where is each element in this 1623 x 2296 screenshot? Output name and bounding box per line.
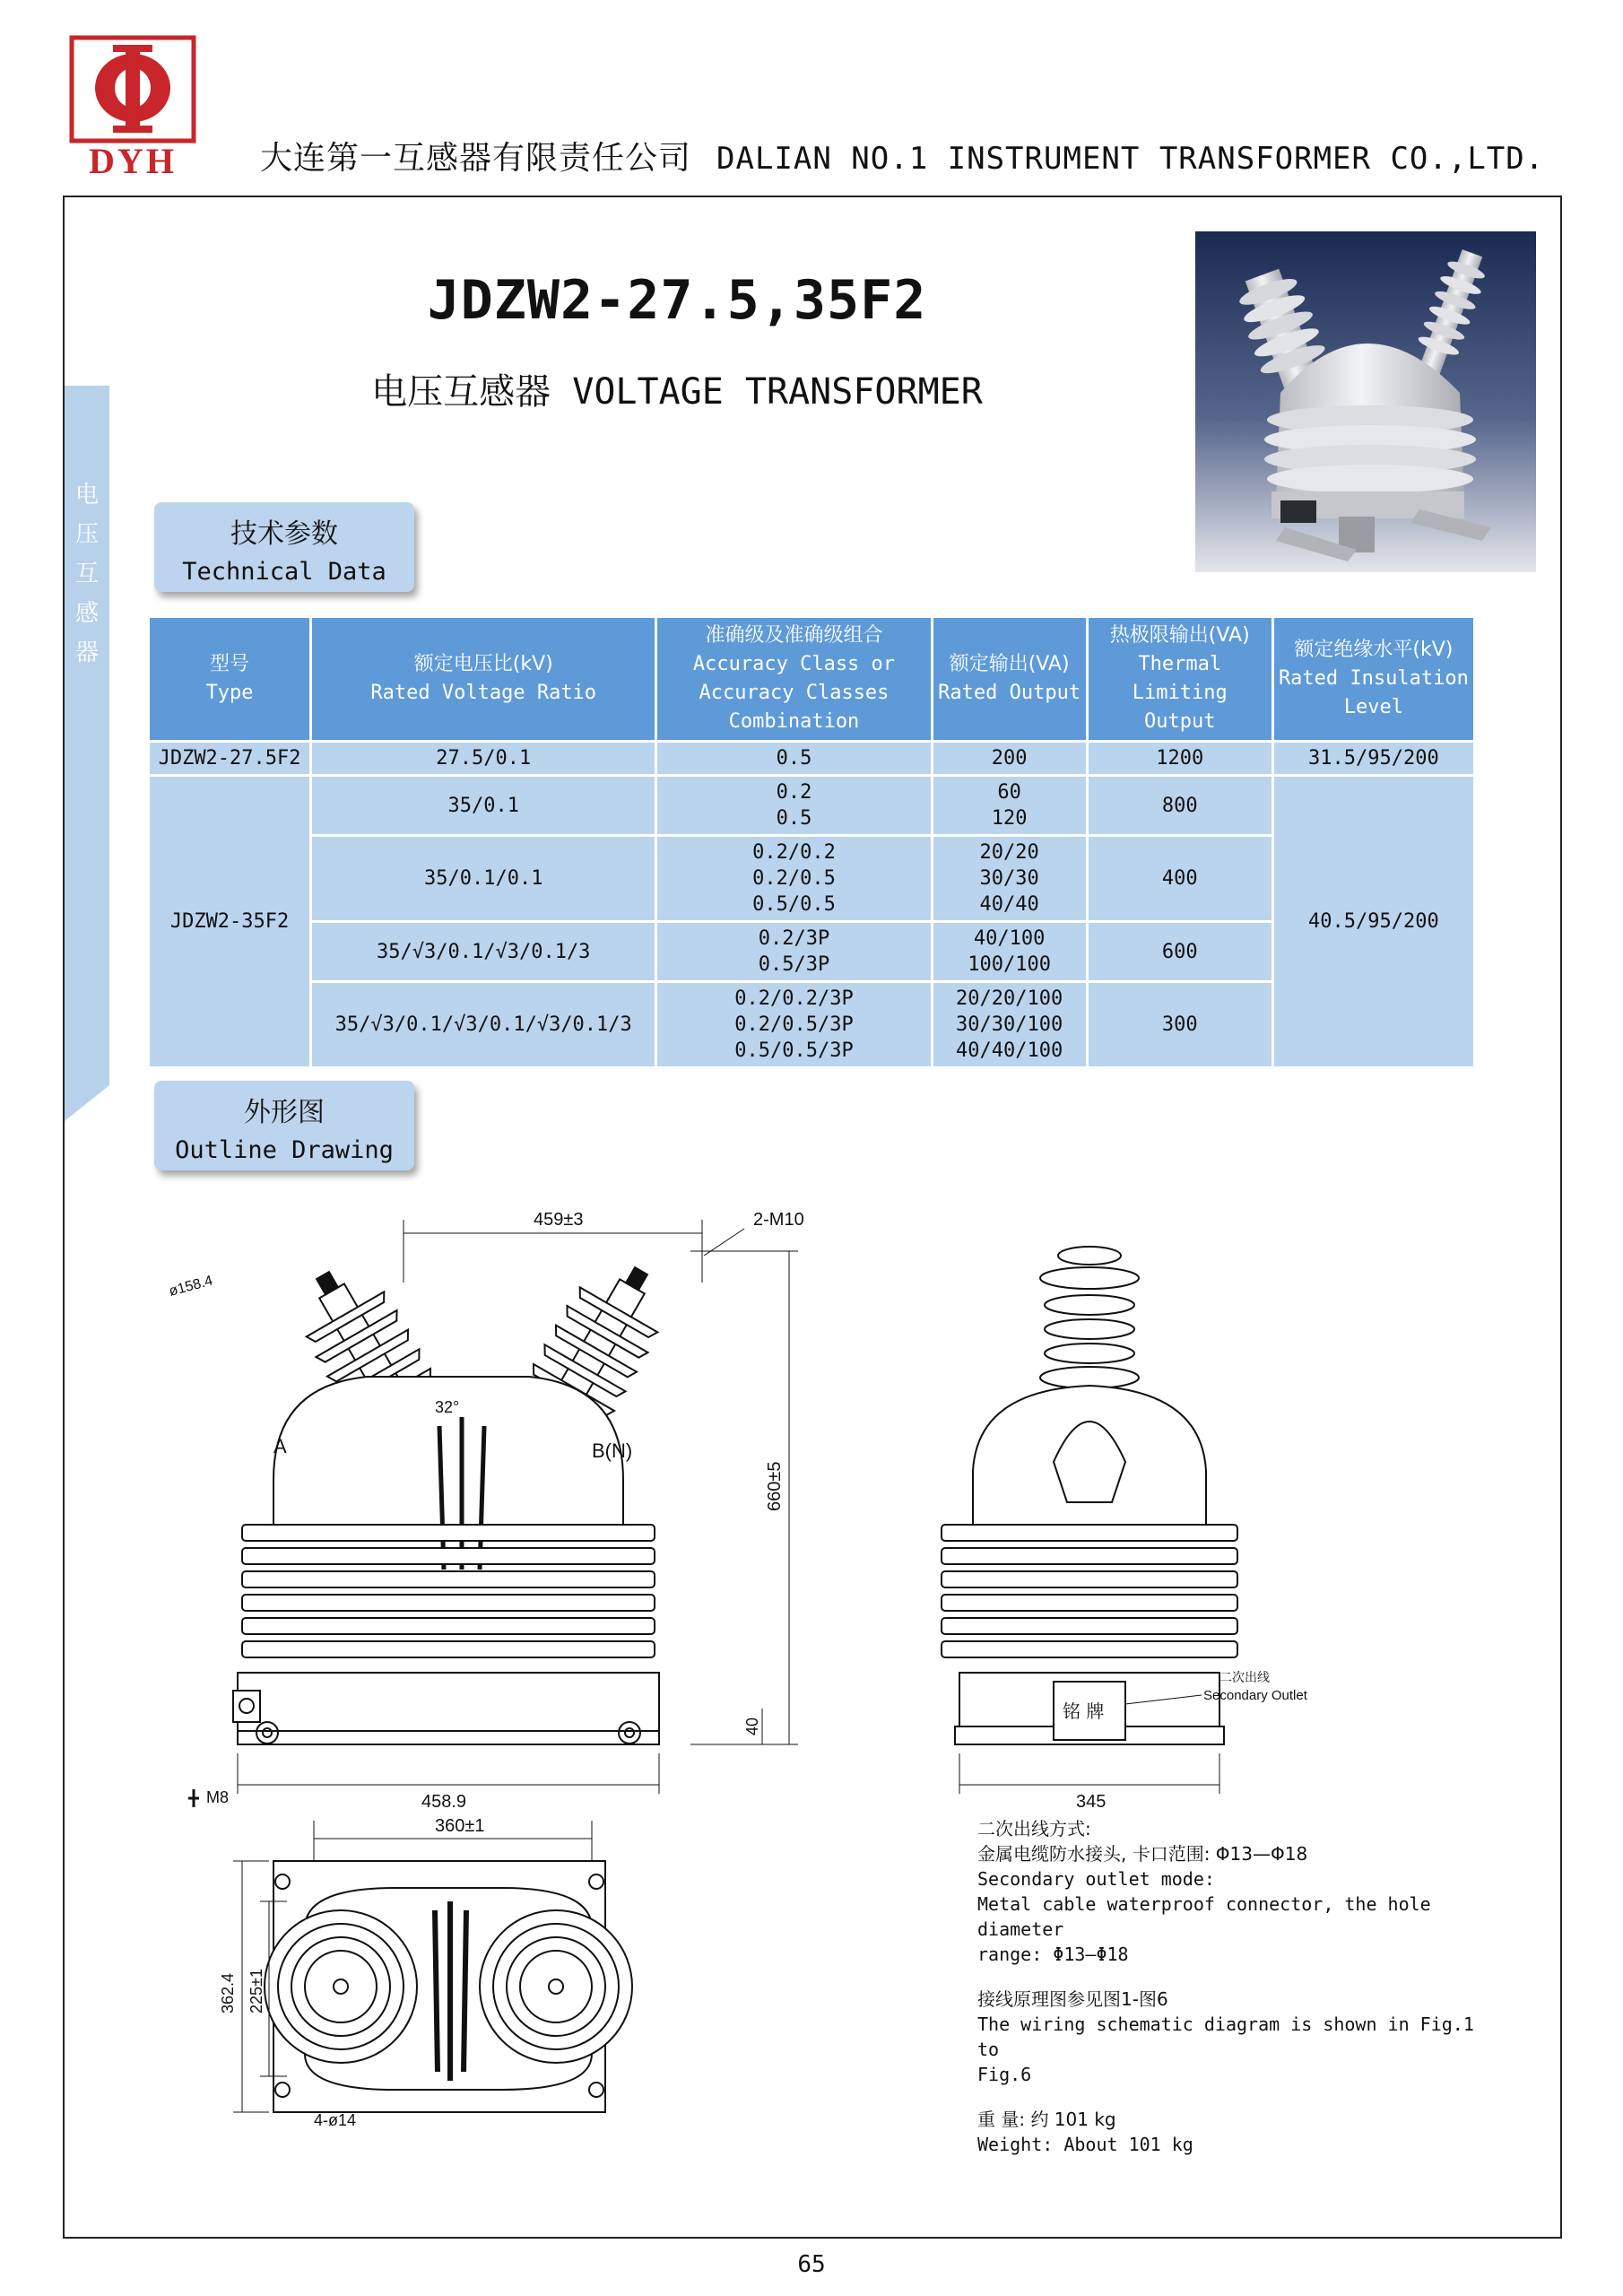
drawing-notes	[977, 1816, 1497, 2157]
note-line: 金属电缆防水接头, 卡口范围: Φ13—Φ18	[977, 1843, 1308, 1865]
side-category-tab	[65, 386, 138, 1085]
product-photo	[1195, 231, 1536, 572]
side-tab-en: VOLTAGE TRANSFORMER	[113, 713, 138, 977]
section-outline-en: Outline Drawing	[175, 1136, 394, 1164]
section-tech-en: Technical Data	[182, 558, 386, 586]
dim-660: 660±5	[765, 1461, 785, 1511]
front-view	[168, 1210, 804, 1812]
cell-output: 60 120	[933, 777, 1086, 834]
note-line: Metal cable waterproof connector, the hole diameter	[977, 1893, 1431, 1940]
dim-225: 225±1	[247, 1969, 265, 2013]
cell-thermal: 300	[1089, 983, 1271, 1066]
dim-360: 360±1	[435, 1816, 485, 1836]
note-weight-cn: 重 量: 约 101 kg	[977, 2109, 1116, 2130]
company-name-en: DALIAN NO.1 INSTRUMENT TRANSFORMER CO.,LTD.	[716, 141, 1545, 177]
note-line: Fig.6	[977, 2064, 1032, 2085]
cell-thermal: 600	[1089, 923, 1271, 980]
cell-accuracy: 0.5	[657, 743, 930, 774]
header-type: 型号 Type	[150, 618, 309, 740]
note-line: 接线原理图参见图1-图6	[977, 1988, 1168, 2010]
section-label-outline-drawing	[154, 1081, 414, 1170]
product-title: JDZW2-27.5,35F2	[427, 269, 927, 332]
note-weight-en: Weight: About 101 kg	[977, 2134, 1193, 2155]
cell-ratio: 35/0.1	[312, 777, 655, 834]
cell-thermal: 1200	[1089, 743, 1271, 774]
cell-thermal: 800	[1089, 777, 1271, 834]
cell-ratio: 35/√3/0.1/√3/0.1/√3/0.1/3	[312, 983, 655, 1066]
logo-text: DYH	[89, 141, 177, 181]
side-tab-cn: 电压互感器	[74, 482, 99, 666]
cell-type: JDZW2-27.5F2	[150, 743, 309, 774]
cell-accuracy: 0.2/3P 0.5/3P	[657, 923, 930, 980]
company-name-cn: 大连第一互感器有限责任公司	[260, 140, 692, 177]
secondary-outlet-en: Secondary Outlet	[1203, 1688, 1307, 1703]
nameplate-label: 铭 牌	[1063, 1700, 1105, 1722]
table-row	[150, 777, 1473, 834]
table-header-row	[150, 618, 1473, 740]
terminal-a: A	[273, 1435, 287, 1457]
holes-label: 4-ø14	[314, 2111, 357, 2129]
company-logo	[70, 36, 195, 179]
cell-insulation: 31.5/95/200	[1274, 743, 1473, 774]
section-label-technical-data	[154, 502, 414, 592]
cell-accuracy: 0.2/0.2 0.2/0.5 0.5/0.5	[657, 837, 930, 920]
angle-32: 32°	[435, 1398, 460, 1416]
header-insulation: 额定绝缘水平(kV) Rated Insulation Level	[1274, 618, 1473, 740]
cell-ratio: 27.5/0.1	[312, 743, 655, 774]
header-ratio: 额定电压比(kV) Rated Voltage Ratio	[312, 618, 655, 740]
cell-type-group: JDZW2-35F2	[150, 777, 309, 1066]
section-outline-cn: 外形图	[244, 1097, 325, 1128]
table-row	[150, 743, 1473, 774]
side-view	[942, 1247, 1308, 1812]
top-view	[219, 1816, 632, 2129]
cell-thermal: 400	[1089, 837, 1271, 920]
note-line: The wiring schematic diagram is shown in Fig.1 to	[977, 2013, 1474, 2060]
cell-output: 20/20 30/30 40/40	[933, 837, 1086, 920]
cell-accuracy: 0.2 0.5	[657, 777, 930, 834]
company-header	[260, 133, 1544, 178]
secondary-outlet-cn: 二次出线	[1219, 1671, 1270, 1685]
note-line: Secondary outlet mode:	[977, 1868, 1215, 1890]
cell-output: 200	[933, 743, 1086, 774]
note-line: 二次出线方式:	[977, 1818, 1091, 1839]
cell-insulation-group: 40.5/95/200	[1274, 777, 1473, 1066]
cell-accuracy: 0.2/0.2/3P 0.2/0.5/3P 0.5/0.5/3P	[657, 983, 930, 1066]
dim-362: 362.4	[219, 1972, 237, 2013]
subtitle-en: VOLTAGE TRANSFORMER	[572, 371, 983, 413]
dim-40: 40	[743, 1717, 761, 1735]
technical-data-table	[147, 615, 1476, 1069]
dia-158: ø158.4	[167, 1273, 215, 1300]
header-accuracy: 准确级及准确级组合 Accuracy Class or Accuracy Classes Combination	[657, 618, 930, 740]
cell-output: 20/20/100 30/30/100 40/40/100	[933, 983, 1086, 1066]
terminal-bn: B(N)	[592, 1439, 633, 1462]
product-subtitle	[0, 363, 1354, 414]
note-line: range: Φ13—Φ18	[977, 1944, 1129, 1965]
page-number: 65	[797, 2251, 826, 2278]
label-m8: M8	[206, 1788, 230, 1806]
header-thermal: 热极限输出(VA) Thermal Limiting Output	[1089, 618, 1271, 740]
dim-458: 458.9	[421, 1792, 467, 1812]
section-tech-cn: 技术参数	[230, 518, 338, 550]
cell-ratio: 35/0.1/0.1	[312, 837, 655, 920]
cell-output: 40/100 100/100	[933, 923, 1086, 980]
cell-ratio: 35/√3/0.1/√3/0.1/3	[312, 923, 655, 980]
header-output: 额定输出(VA) Rated Output	[933, 618, 1086, 740]
subtitle-cn: 电压互感器	[371, 371, 551, 413]
dim-345: 345	[1076, 1792, 1107, 1812]
dim-459: 459±3	[534, 1210, 584, 1230]
label-m10: 2-M10	[753, 1210, 804, 1230]
